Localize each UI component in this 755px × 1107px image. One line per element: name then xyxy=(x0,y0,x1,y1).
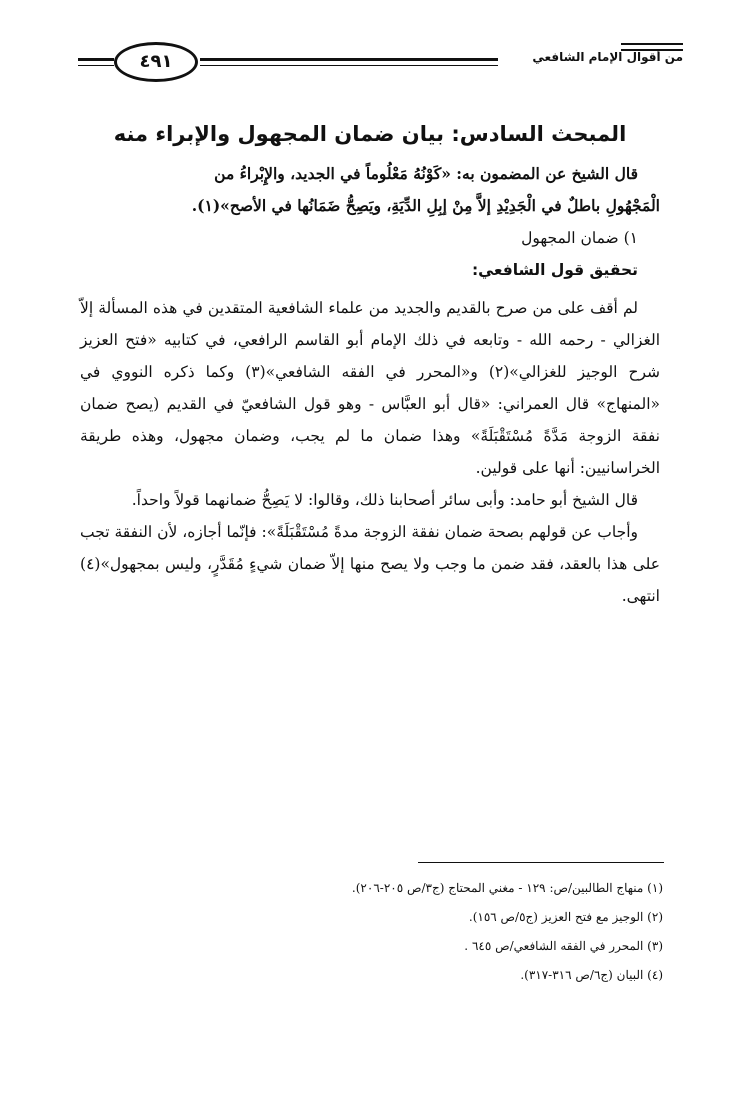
header-rule-left-top xyxy=(78,58,114,61)
footnote-4: (٤) البيان (ج٦/ص ٣١٦-٣١٧). xyxy=(520,968,663,982)
header-rule-center-top xyxy=(200,58,498,61)
header-rule-right-top xyxy=(621,43,683,45)
numbered-item: ١) ضمان المجهول xyxy=(521,229,638,247)
header-rule-left-bottom xyxy=(78,65,114,66)
footnote-1: (١) منهاج الطالبين/ص: ١٢٩ - مغني المحتاج (ج٣/ص ٢٠٥-٢٠٦). xyxy=(351,881,663,895)
page-number: ٤٩١ xyxy=(114,42,198,82)
intro-line-1: قال الشيخ عن المضمون به: «كَوْنُهُ مَعْلُوماً في الجديد، والإِبْراءُ من xyxy=(214,164,638,183)
paragraph-3: وأجاب عن قولهم بصحة ضمان نفقة الزوجة مدةً مُسْتَقْبَلَةً»: فإنّما أجازه، لأن النفقة تجب على هذا بالعقد، فقد ضمن ما وجب ولا يصح منها إلاّ ضمان شيءٍ مُقَدَّرٍ، وليس بمجهول»(٤) انتهى. xyxy=(80,523,660,605)
book-title: من أقوال الإمام الشافعي xyxy=(532,50,683,64)
intro-line-2: الْمَجْهُولِ باطلٌ في الْجَدِيْدِ إلاَّ مِنْ إبِلِ الدِّيَةِ، ويَصِحُّ ضَمَانُها في الأصح»(١). xyxy=(191,196,660,215)
footnotes xyxy=(103,874,663,990)
paragraph-1: لم أقف على من صرح بالقديم والجديد من علماء الشافعية المتقدين في هذه المسألة إلاّ الغزالي - رحمه الله - وتابعه في ذلك الإمام أبو القاسم الرافعي، في كتابيه «فتح العزيز شرح الوجيز للغزالي»(٢) و«المحرر في الفقه الشافعي»(٣) وكما ذكره النووي في «المنهاج» قال العمراني: «قال أبو العبَّاس - وهو قول الشافعيّ في القديم (يصح ضمان نفقة الزوجة مَدَّةً مُسْتَقْبَلَةً» وهذا ضمان ما لم يجب، وضمان مجهول، وهذه طريقة الخراسانيين: أنها على قولين. xyxy=(80,299,660,477)
paragraph-2: قال الشيخ أبو حامد: وأبى سائر أصحابنا ذلك، وقالوا: لا يَصِحُّ ضمانهما قولاً واحداً. xyxy=(131,491,638,509)
footnote-3: (٣) المحرر في الفقه الشافعي/ص ٦٤٥ . xyxy=(464,939,663,953)
footnote-2: (٢) الوجيز مع فتح العزيز (ج٥/ص ١٥٦). xyxy=(468,910,663,924)
page-body xyxy=(80,122,660,612)
footnote-separator xyxy=(418,862,664,863)
subheading: تحقيق قول الشافعي: xyxy=(471,261,638,279)
header-rule-center-bottom xyxy=(200,65,498,66)
section-title: المبحث السادس: بيان ضمان المجهول والإبراء منه xyxy=(113,122,627,146)
page-header xyxy=(78,40,683,84)
